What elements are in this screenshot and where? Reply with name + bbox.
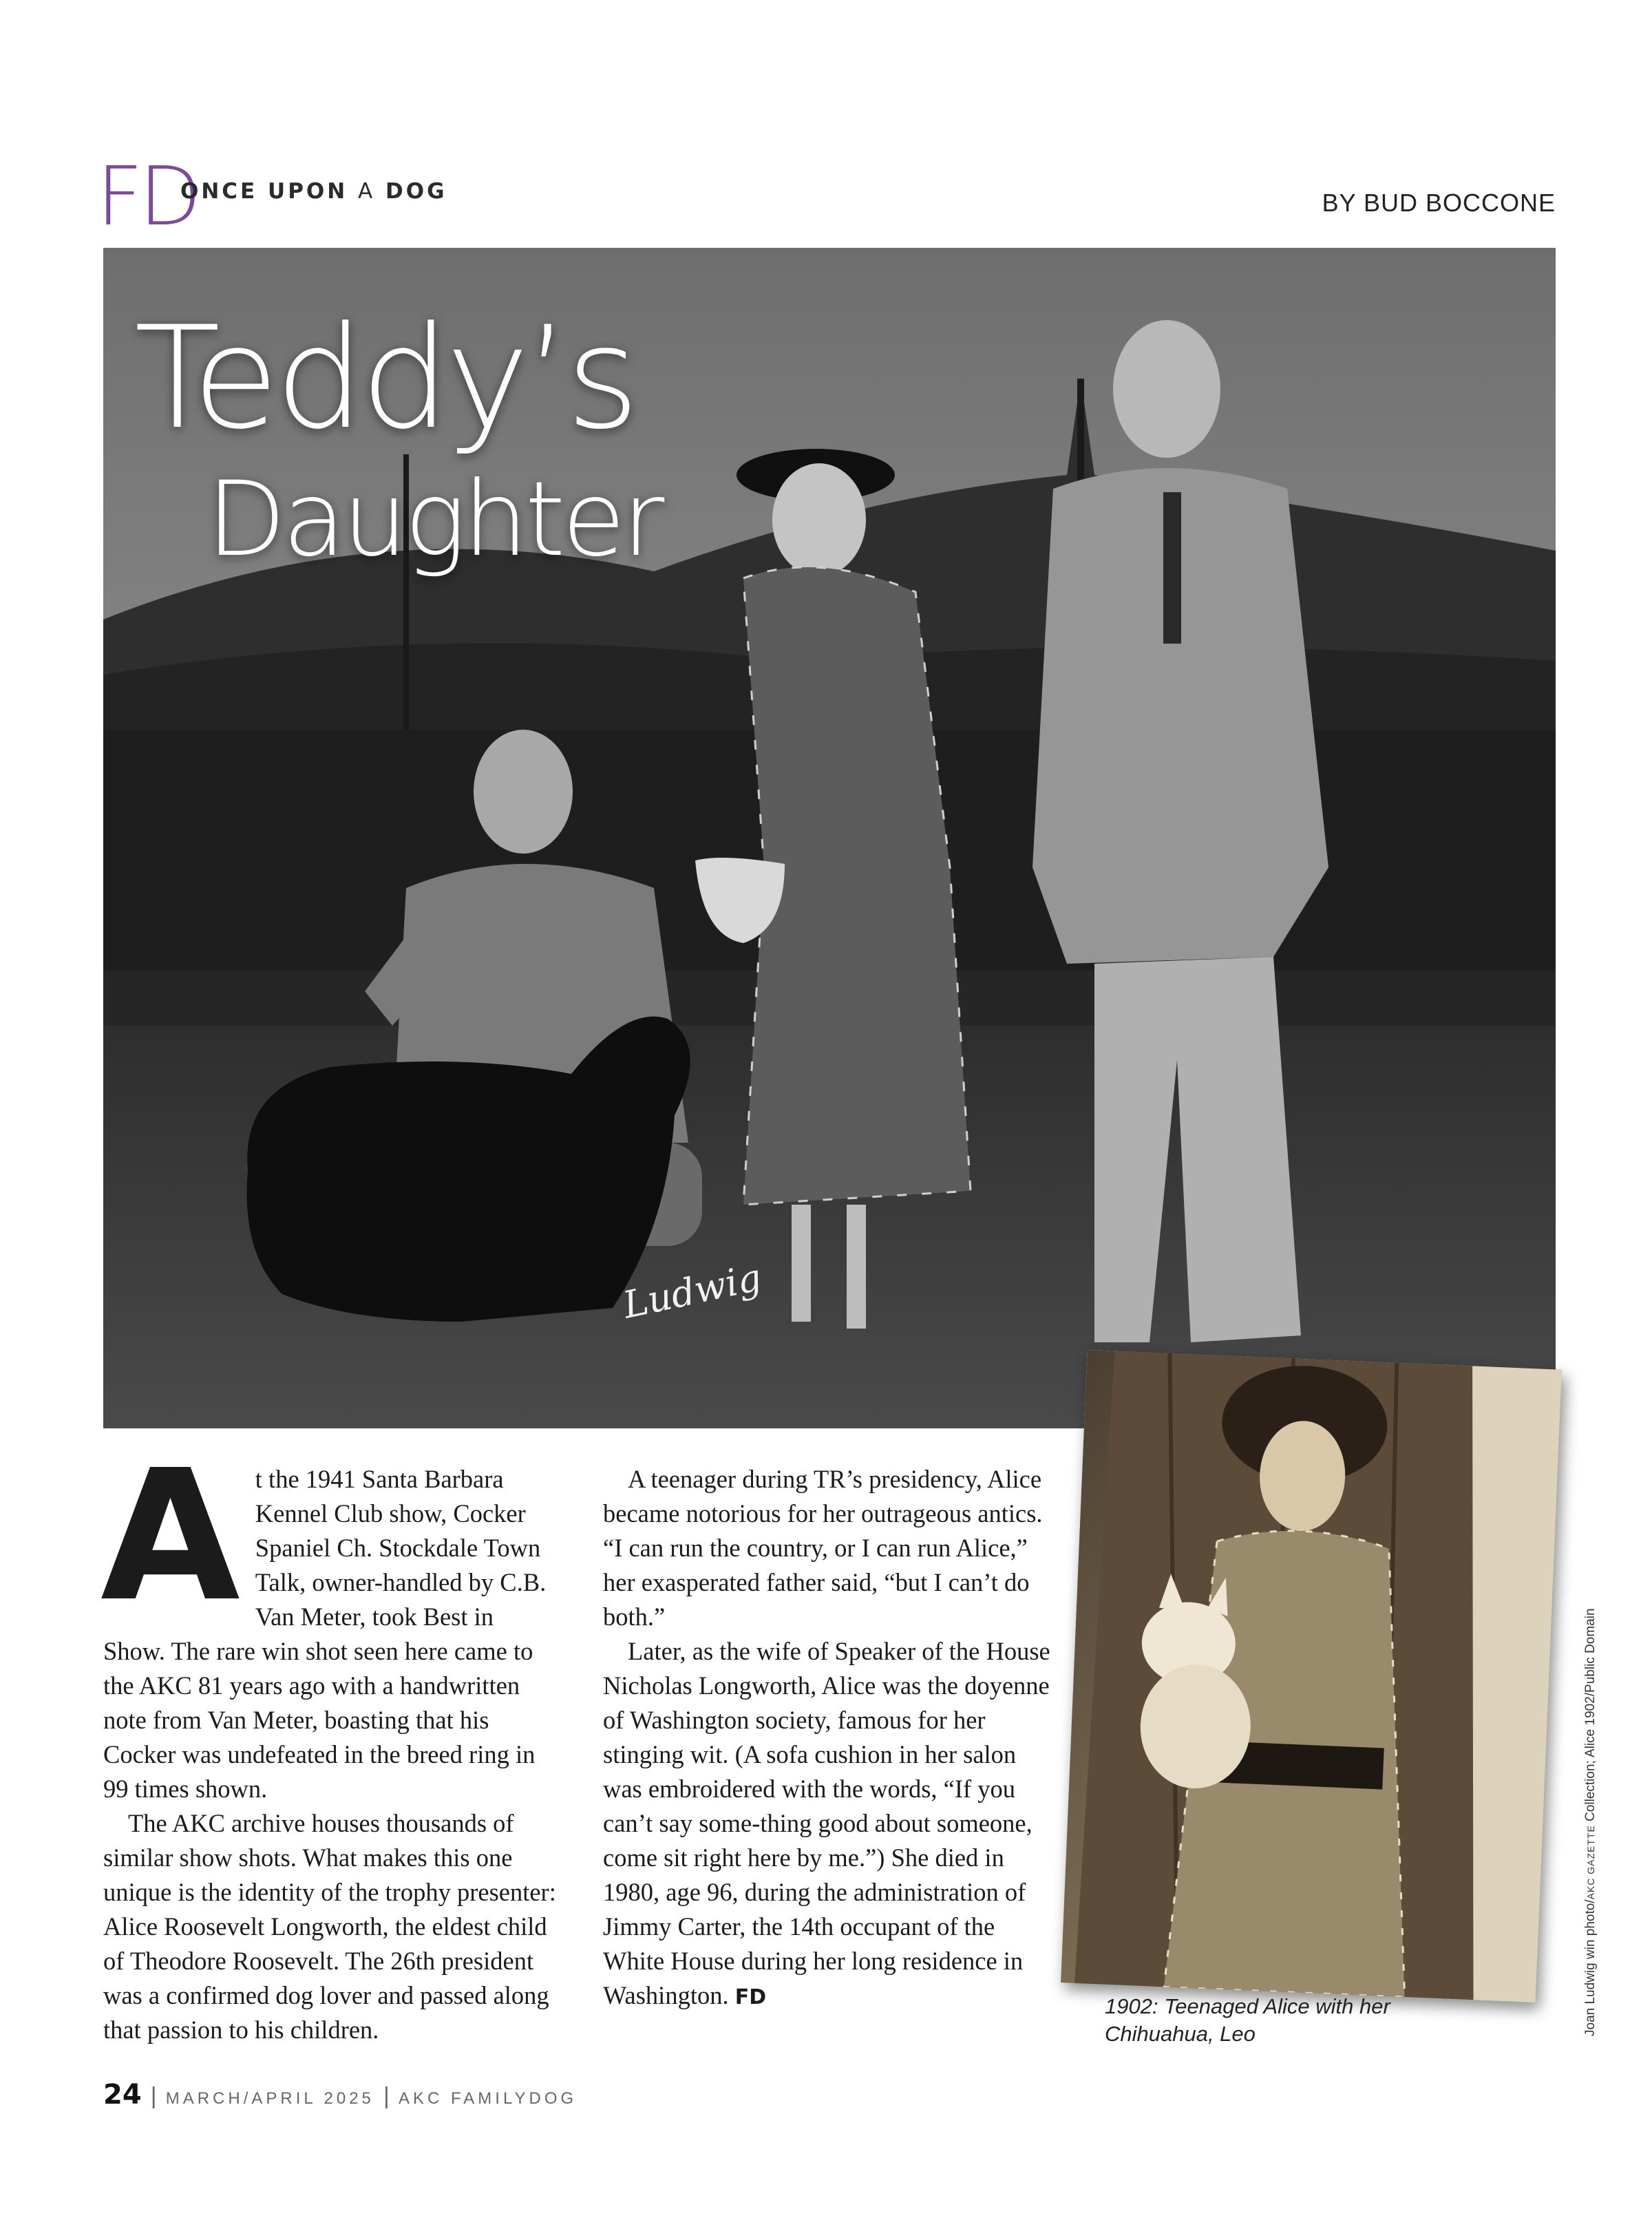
publication-name: AKC FAMILYDOG (398, 2089, 578, 2108)
fd-logo: FD (96, 149, 198, 244)
inset-photo-frame (1061, 1350, 1562, 2002)
section-name-part-2: A (358, 179, 376, 204)
headline-line-2: Daughter (206, 460, 661, 580)
article-paragraph: The AKC archive houses thousands of similar show shots. What makes this one unique is the identity of the trophy presenter: Alice Roosevelt Longworth, the eldest child of Theodore Roosevelt. The 26th president was a confirmed dog lover and passed along that passion to his children. (103, 1809, 556, 2044)
end-mark: FD (734, 1985, 767, 2009)
section-name (180, 179, 447, 204)
inset-photo-caption: 1902: Teenaged Alice with her Chihuahua, Leo (1105, 1994, 1390, 2046)
paragraph-text: Later, as the wife of Speaker of the House Nicholas Longworth, Alice was the doyenne of Washington society, famous for her stinging wit. (A sofa cushion in her salon was embroidered with the words, “If you can’t say some-thing good about someone, come sit right here by me.”) She died in 1980, age 96, during the administration of Jimmy Carter, the 14th occupant of the White House during her long residence in Washington. (603, 1637, 1050, 2009)
page-number: 24 (103, 2079, 142, 2111)
headline-line-1: Teddy’s (134, 297, 636, 461)
drop-cap: A (100, 1431, 240, 1641)
photographer-signature: Ludwig (619, 1255, 765, 1327)
page-footer (103, 2079, 577, 2111)
section-name-part-1: ONCE UPON (180, 179, 348, 204)
article-paragraph (603, 1634, 1057, 2015)
article-paragraph (100, 1431, 558, 1806)
article-column-1 (100, 1431, 558, 2047)
inset-photo (1061, 1350, 1562, 2002)
photo-credit-part-1: Joan Ludwig win photo/ (1583, 1899, 1598, 2036)
footer-divider: | (383, 2083, 390, 2109)
photo-credit (1583, 1608, 1598, 2036)
byline: BY BUD BOCCONE (1322, 189, 1556, 217)
article-column-2 (603, 1462, 1057, 2015)
issue-date: MARCH/APRIL 2025 (165, 2089, 374, 2108)
photo-credit-part-2: AKC GAZETTE (1585, 1825, 1596, 1900)
footer-divider: | (150, 2083, 157, 2109)
section-name-part-3: DOG (385, 179, 447, 204)
page-header (96, 149, 1556, 244)
inset-photo-illustration (1061, 1350, 1562, 2002)
article-paragraph: A teenager during TR’s presidency, Alice became notorious for her outrageous antics. “I can run the country, or I can run Alice,” her exasperated father said, “but I can’t do both.” (603, 1465, 1043, 1631)
photo-credit-part-3: Collection; Alice 1902/Public Domain (1583, 1608, 1598, 1826)
paragraph-text: t the 1941 Santa Barbara Kennel Club show, Cocker Spaniel Ch. Stockdale Town Talk, owner-handled by C.B. Van Meter, took Best in Show. The rare win shot seen here came to the AKC 81 years ago with a handwritten note from Van Meter, boasting that his Cocker was undefeated in the breed ring in 99 times shown. (103, 1465, 547, 1803)
